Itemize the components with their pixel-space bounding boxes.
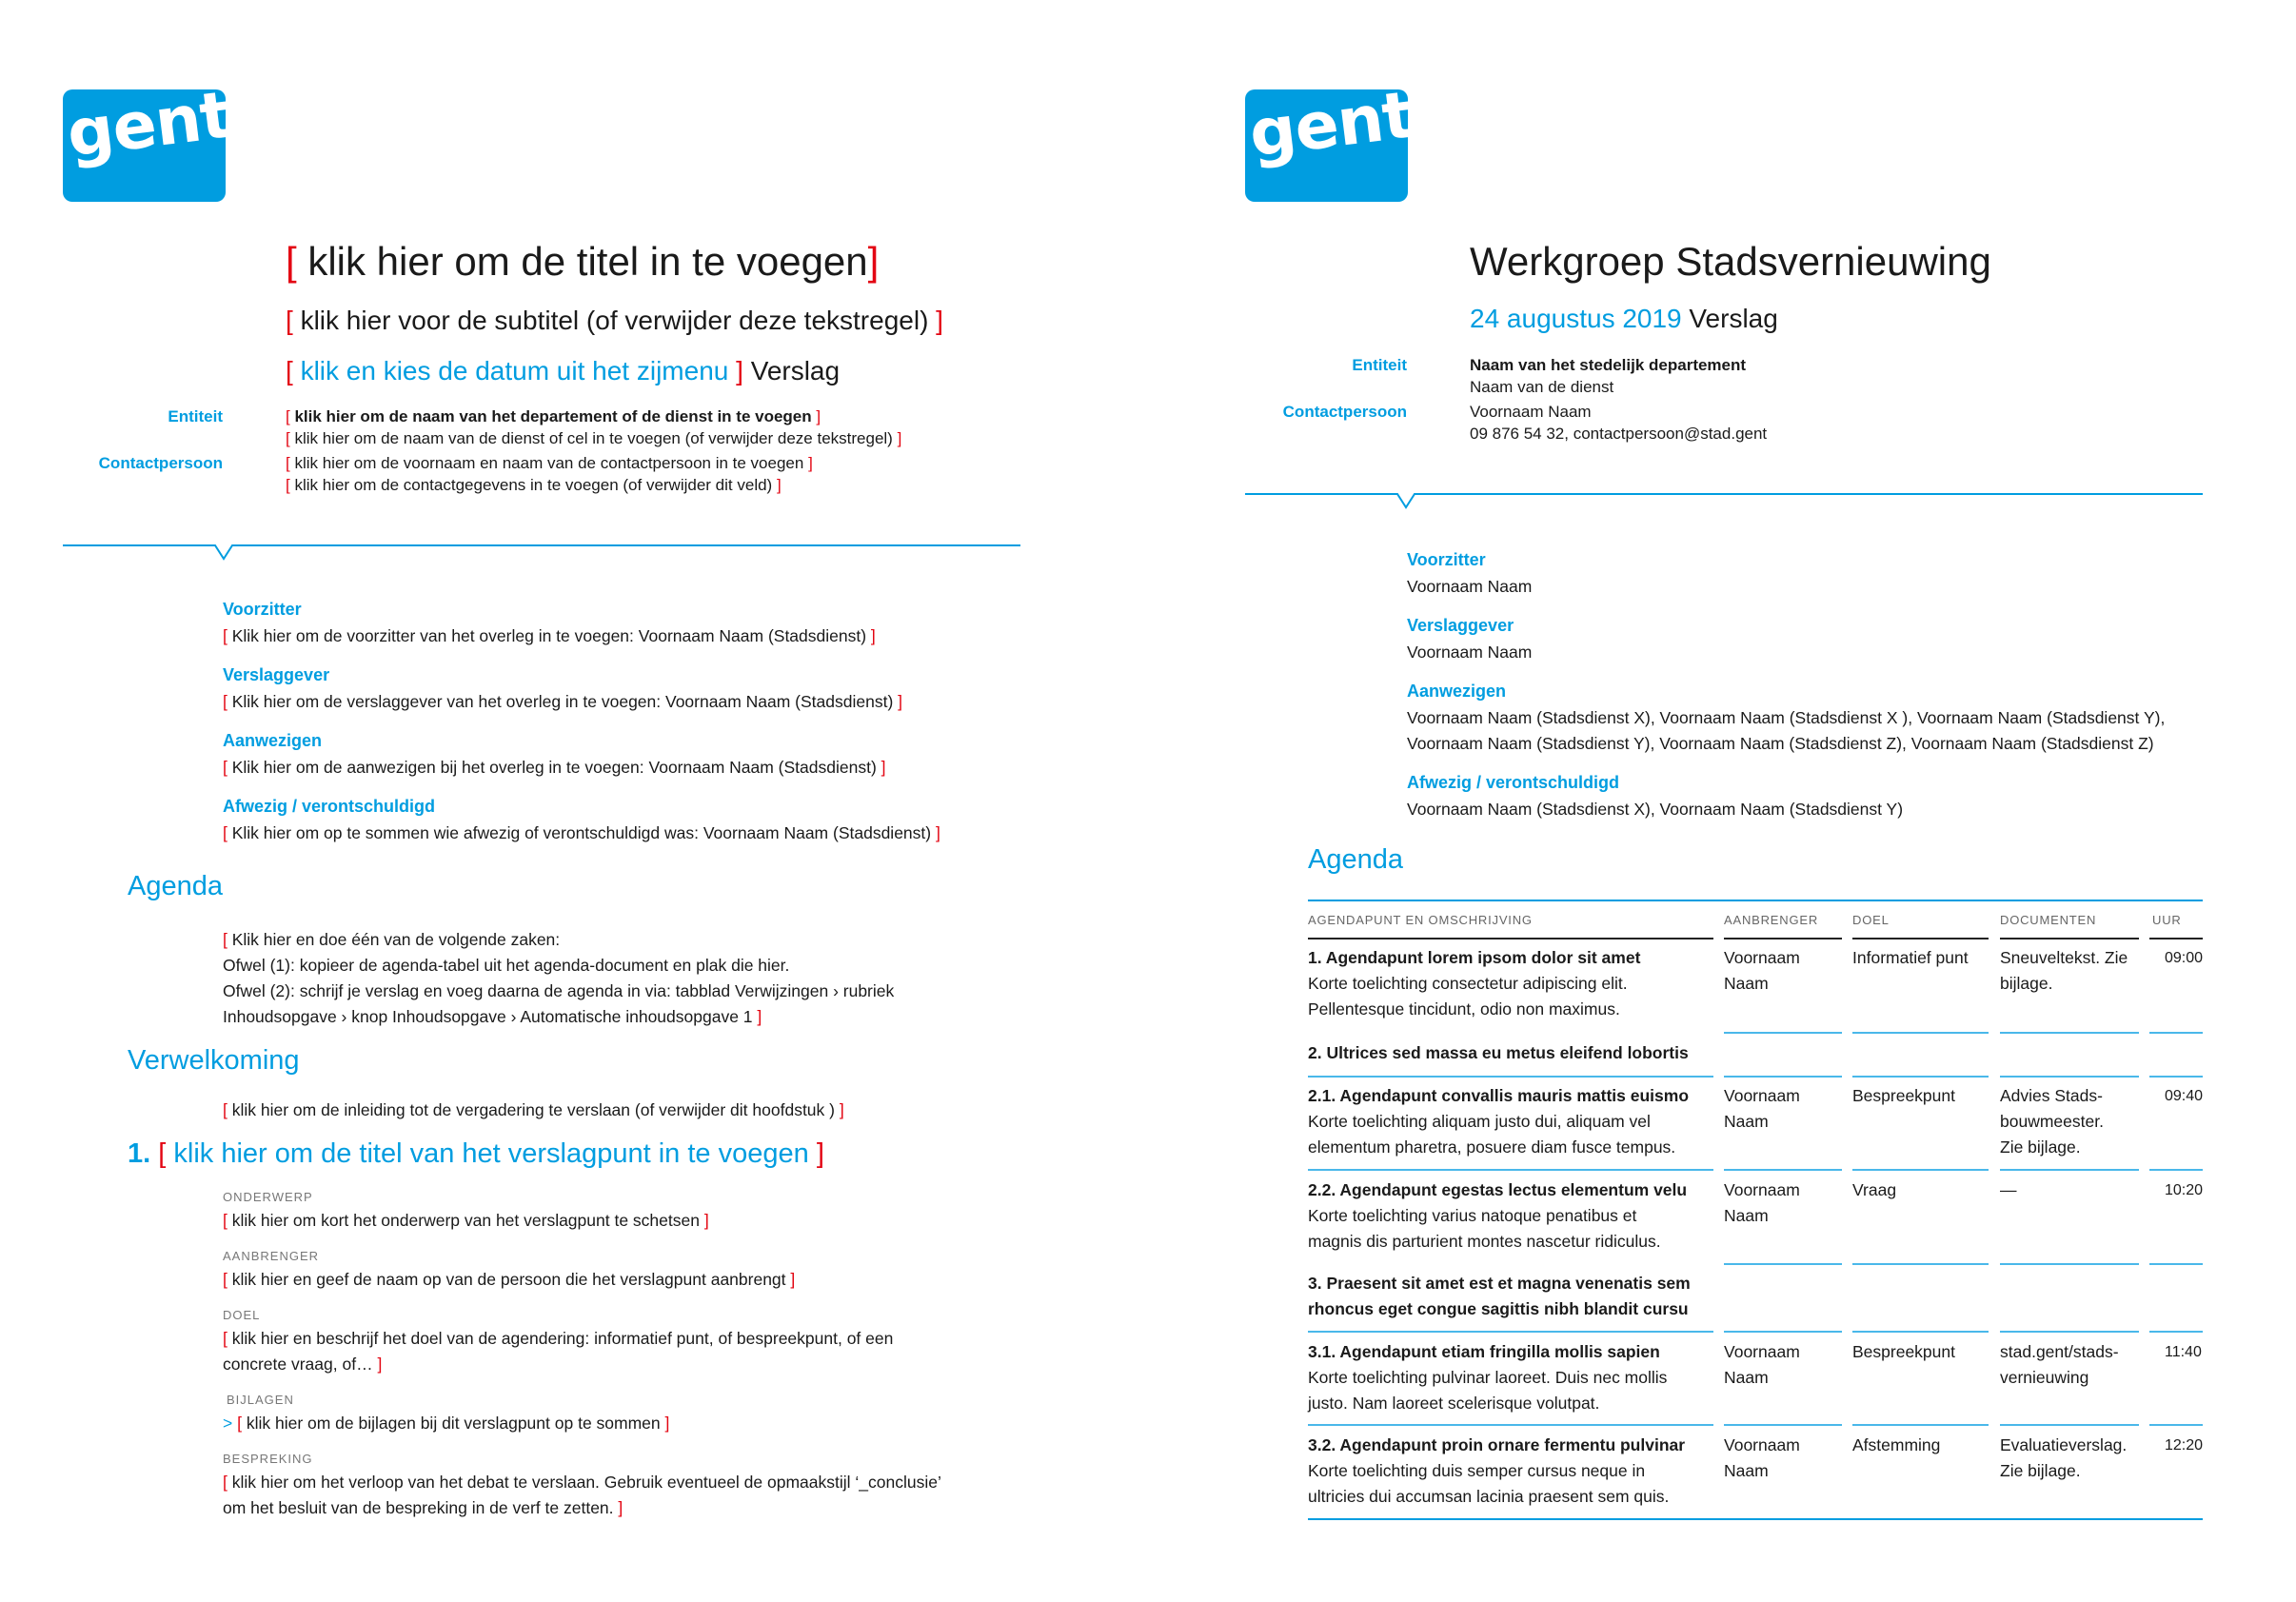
arrow-icon: > (223, 1414, 233, 1433)
contact-line-1: klik hier om de voornaam en naam van de contactpersoon in te voegen (294, 454, 804, 472)
entity-label: Entiteit (168, 407, 223, 425)
agenda-heading: Agenda (128, 871, 223, 901)
role-label: Voorzitter (1407, 550, 1486, 569)
agenda-table: AGENDAPUNT EN OMSCHRIJVING AANBRENGER DOEL DOCUMENTEN UUR 1. Agendapunt lorem ipsom dolor sit amet Korte toelichting consectetur adipiscing elit. Pellentesque tincidunt, odio non maximus. Voornaam Naam Informatief punt Sneuveltekst. Zie bijlage. 09:00 2. Ultrices sed massa eu metus eleifend lobortis 2.1. Agendapunt convallis mauris mattis euismo Korte toelichting aliquam justo dui, aliquam vel elementum pharetra, posuere diam fusce tempus. Voornaam Naam Bespreekpunt Advies Stads- bouwmeester. Zie bijlage. 09:40 2.2. Agendapunt egestas lectus elementum velu Korte toelichting varius natoque penatibus et magnis dis parturient montes nascetur ridiculus. Voornaam Naam Vraag — 10:20 3. Praesent sit amet est et magna venenatis sem rhoncus eget congue sagittis nibh blandit cursu 3.1. Agendapunt etiam fringilla mollis sapien Korte toelichting pulvinar laoreet. Duis nec mollis justo. Nam laoreet scelerisque volutpat. Voornaam Naam Bespreekpunt stad.gent/stads- vernieuwing 11:40 3.2. Agendapunt proin ornare fermentu pulvinar Korte toelichting duis semper cursus neque in ultricies dui accumsan lacinia praesent sem quis. Voornaam Naam Afstemming Evaluatieverslag. Zie bijlage. 12:20 (1308, 900, 2203, 1528)
role-label: Verslaggever (223, 665, 330, 684)
field-label: BESPREKING (223, 1452, 313, 1466)
field-label: DOEL (223, 1308, 261, 1322)
role-value: Voornaam Naam (1407, 577, 1533, 596)
bracket-open-icon: [ (286, 239, 308, 284)
entity-line-2: klik hier om de naam van de dienst of cel in te voegen (of verwijder deze tekstregel) (294, 429, 893, 447)
bracket-close-icon: ] (867, 239, 880, 284)
welcome-field[interactable]: [ klik hier om de inleiding tot de vergadering te verslaan (of verwijder dit hoofdstuk ) ] (223, 1100, 844, 1119)
agenda-heading: Agenda (1308, 844, 1403, 875)
roles-section (223, 600, 940, 846)
header-divider (63, 533, 1020, 567)
contact-value: Voornaam Naam 09 876 54 32, contactpersoon@stad.gent (1470, 403, 1768, 443)
role-label: Aanwezigen (223, 731, 323, 750)
role-label: Afwezig / verontschuldigd (1407, 773, 1620, 792)
roles-section (1407, 550, 2165, 822)
field-value[interactable]: [ klik hier en beschrijf het doel van de agendering: informatief punt, of bespreekpunt, of een concrete vraag, of… ] (223, 1329, 894, 1374)
subtitle-placeholder[interactable]: [ klik hier voor de subtitel (of verwijder deze tekstregel) ] (286, 306, 943, 335)
field-value[interactable]: [ klik hier om kort het onderwerp van het verslagpunt te schetsen ] (223, 1211, 709, 1230)
gent-logo: gent: (63, 89, 226, 202)
point-title-text: klik hier om de titel van het verslagpunt in te voegen (173, 1138, 809, 1169)
entity-value: Naam van het stedelijk departement Naam van de dienst (1470, 356, 1747, 396)
agenda-instructions[interactable]: [ Klik hier en doe één van de volgende zaken: Ofwel (1): kopieer de agenda-tabel uit het agenda-document en plak die hier. Ofwel (2): schrijf je verslag en voeg daarna de agenda in via: tabblad Verwijzingen › rubriek Inhoudsopgave › knop Inhoudsopgave › Automatische inhoudsopgave 1 ] (223, 930, 895, 1026)
column-header: DOEL (1852, 913, 1890, 927)
role-value: Voornaam Naam (Stadsdienst X), Voornaam Naam (Stadsdienst X ), Voornaam Naam (Stadsdienst Y), (1407, 708, 2166, 727)
example-page (1148, 0, 2296, 1602)
column-header: DOCUMENTEN (2000, 913, 2097, 927)
role-label: Voorzitter (223, 600, 302, 619)
contact-label: Contactpersoon (98, 454, 223, 472)
date-value: 24 augustus 2019 (1470, 304, 1682, 333)
entity-line-1: klik hier om de naam van het departement of de dienst in te voegen (294, 407, 812, 425)
role-label: Aanwezigen (1407, 682, 1507, 701)
role-value: Voornaam Naam (Stadsdienst X), Voornaam Naam (Stadsdienst Y) (1407, 800, 1904, 819)
subtitle-text: klik hier voor de subtitel (of verwijder deze tekstregel) (300, 306, 929, 335)
role-field[interactable]: [ Klik hier om de verslaggever van het overleg in te voegen: Voornaam Naam (Stadsdienst) ] (223, 692, 903, 711)
date-text: klik en kies de datum uit het zijmenu (300, 356, 729, 386)
date-suffix: Verslag (1689, 304, 1778, 333)
header-divider (1245, 482, 2203, 516)
title-text: klik hier om de titel in te voegen (307, 239, 868, 284)
gent-logo: gent: (1245, 89, 1408, 202)
contact-field[interactable]: [ klik hier om de voornaam en naam van de contactpersoon in te voegen ] [ klik hier om de contactgegevens in te voegen (of verwijder dit veld) ] (286, 454, 813, 494)
role-field[interactable]: [ Klik hier om op te sommen wie afwezig of verontschuldigd was: Voornaam Naam (Stadsdienst) ] (223, 823, 940, 842)
role-label: Afwezig / verontschuldigd (223, 797, 436, 816)
field-label: ONDERWERP (223, 1190, 313, 1204)
point-fields (223, 1190, 941, 1521)
entity-label: Entiteit (1352, 356, 1407, 374)
field-value[interactable]: [ klik hier en geef de naam op van de persoon die het verslagpunt aanbrengt ] (223, 1270, 796, 1289)
field-label: BIJLAGEN (227, 1393, 294, 1407)
date-suffix: Verslag (750, 356, 841, 386)
contact-line-2: klik hier om de contactgegevens in te voegen (of verwijder dit veld) (294, 476, 773, 494)
column-header: AANBRENGER (1724, 913, 1819, 927)
welcome-heading: Verwelkoming (128, 1045, 300, 1076)
role-value: Voornaam Naam (Stadsdienst Y), Voornaam Naam (Stadsdienst Z), Voornaam Naam (Stadsdienst Z) (1407, 734, 2154, 753)
document-date (1470, 303, 1778, 335)
date-placeholder[interactable]: [ klik en kies de datum uit het zijmenu ] Verslag (286, 356, 841, 386)
role-field[interactable]: [ Klik hier om de aanwezigen bij het overleg in te voegen: Voornaam Naam (Stadsdienst) ] (223, 758, 886, 777)
title-placeholder[interactable] (286, 238, 879, 286)
role-field[interactable]: [ Klik hier om de voorzitter van het overleg in te voegen: Voornaam Naam (Stadsdienst) ] (223, 626, 876, 645)
entity-field[interactable]: [ klik hier om de naam van het departement of de dienst in te voegen ] [ klik hier om de naam van de dienst of cel in te voegen (of verwijder deze tekstregel) ] (286, 407, 902, 447)
contact-label: Contactpersoon (1282, 403, 1407, 421)
column-header: AGENDAPUNT EN OMSCHRIJVING (1308, 913, 1533, 927)
role-label: Verslaggever (1407, 616, 1514, 635)
document-title: Werkgroep Stadsvernieuwing (1470, 239, 1991, 284)
role-value: Voornaam Naam (1407, 643, 1533, 662)
table-bottom-rule (1308, 1518, 2203, 1520)
point-number: 1. (128, 1138, 151, 1169)
point-title[interactable]: 1. [ klik hier om de titel van het verslagpunt in te voegen ] (128, 1138, 824, 1169)
field-value[interactable]: > [ klik hier om de bijlagen bij dit verslagpunt op te sommen ] (223, 1414, 670, 1433)
table-top-rule (1308, 900, 2203, 901)
column-header: UUR (2152, 913, 2182, 927)
field-value[interactable]: [ klik hier om het verloop van het debat te verslaan. Gebruik eventueel de opmaakstijl ‘_conclusie’ om het besluit van de bespreking in de verf te zetten. ] (223, 1473, 941, 1517)
field-label: AANBRENGER (223, 1249, 320, 1263)
